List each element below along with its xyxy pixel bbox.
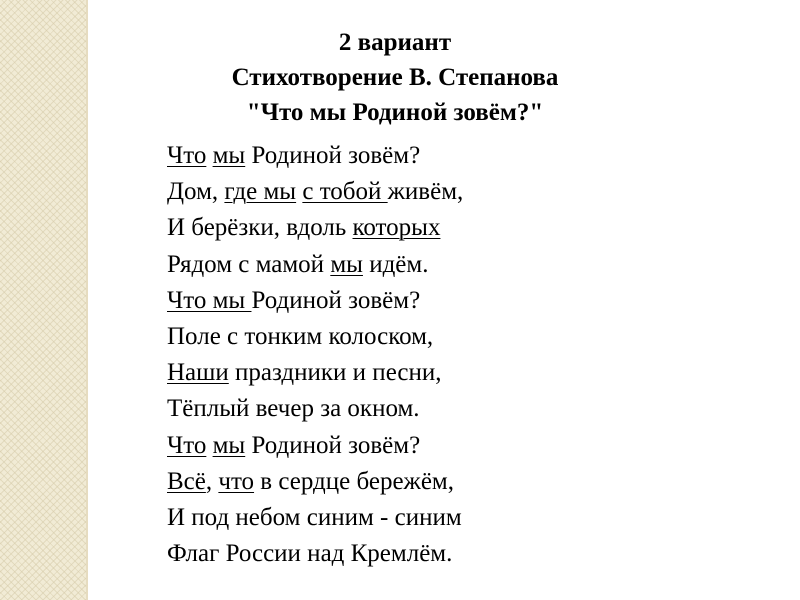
variant-heading: 2 вариант xyxy=(338,29,452,56)
poem-line-4 xyxy=(167,247,767,283)
poem-line-6 xyxy=(167,319,767,355)
underlined-word: Наши xyxy=(167,359,229,387)
underlined-word: Что xyxy=(167,431,207,459)
side-divider xyxy=(86,0,88,600)
poem-text-segment: , xyxy=(205,467,219,495)
decorative-side-pattern xyxy=(0,0,86,600)
poem-line-2 xyxy=(167,174,767,210)
poem-line-7 xyxy=(167,355,767,391)
poem-text-segment: Поле с тонким колоском, xyxy=(167,322,434,350)
poem-text-segment: И берёзки, вдоль xyxy=(167,214,353,242)
poem-text-segment: Родиной зовём? xyxy=(245,431,421,459)
poem-line-11 xyxy=(167,500,767,536)
underlined-word: где мы xyxy=(224,178,297,206)
poem-text-segment: Дом, xyxy=(167,178,225,206)
underlined-word: с тобой xyxy=(302,178,388,206)
underlined-word: что xyxy=(218,467,255,495)
poem-text-segment: Рядом с мамой xyxy=(167,250,331,278)
underlined-word: Что мы xyxy=(167,286,252,314)
underlined-word: мы xyxy=(212,142,246,169)
underlined-word: мы xyxy=(212,431,246,459)
poem-text-segment: идём. xyxy=(362,250,429,278)
poem-line-10 xyxy=(167,464,767,500)
poem-text-segment: в сердце бережём, xyxy=(254,467,454,495)
poem-line-8 xyxy=(167,391,767,427)
underlined-word: Что xyxy=(167,142,207,169)
poem-text-segment: Родиной зовём? xyxy=(245,142,421,169)
poem-line-1 xyxy=(167,138,767,174)
poem-text-segment: Тёплый вечер за окном. xyxy=(167,395,420,423)
poem-text-segment: праздники и песни, xyxy=(228,359,442,387)
poem-author-heading: Стихотворение В. Степанова xyxy=(231,64,559,91)
underlined-word: Всё xyxy=(167,467,206,495)
poem-text xyxy=(167,138,767,572)
poem-text-segment: живём, xyxy=(387,178,464,206)
poem-text-segment: Флаг России над Кремлём. xyxy=(167,540,453,568)
poem-line-3 xyxy=(167,210,767,246)
poem-line-12 xyxy=(167,536,767,572)
underlined-word: мы xyxy=(330,250,363,278)
poem-title-heading: "Что мы Родиной зовём?" xyxy=(246,99,544,126)
poem-line-9 xyxy=(167,428,767,464)
poem-text-segment: Родиной зовём? xyxy=(251,286,421,314)
poem-line-5 xyxy=(167,283,767,319)
poem-text-segment: И под небом синим - синим xyxy=(167,503,462,531)
underlined-word: которых xyxy=(352,214,441,242)
